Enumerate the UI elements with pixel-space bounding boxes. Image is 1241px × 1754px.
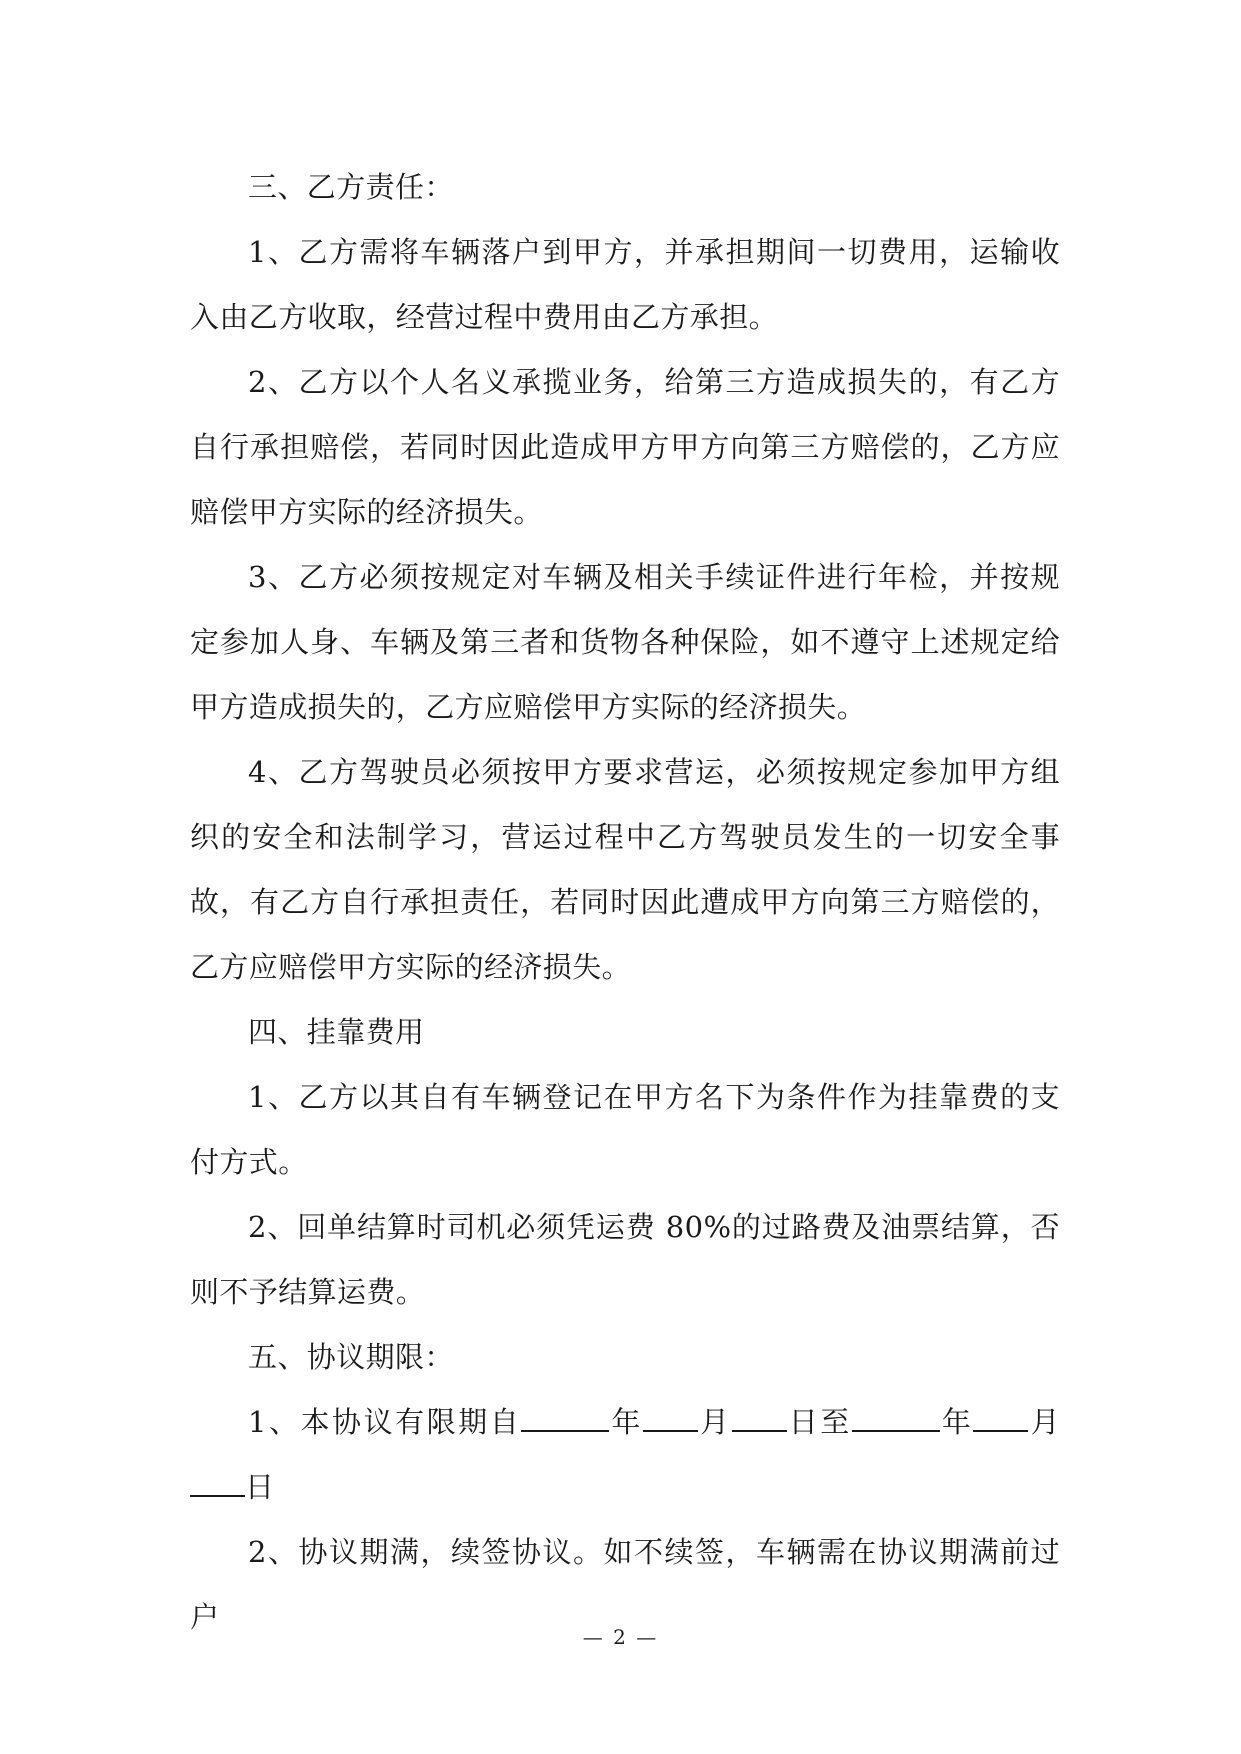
- document-body: [190, 155, 1060, 1650]
- term-clause-prefix: 1、本协议有限期自: [248, 1405, 522, 1439]
- start-day-blank: [732, 1400, 787, 1432]
- clause-paragraph: 1、乙方以其自有车辆登记在甲方名下为条件作为挂靠费的支付方式。: [190, 1080, 1060, 1179]
- section-heading-affiliation-fee: 四、挂靠费用: [248, 1015, 425, 1049]
- clause-paragraph: 3、乙方必须按规定对车辆及相关手续证件进行年检，并按规定参加人身、车辆及第三者和货物各种保险，如不遵守上述规定给甲方造成损失的，乙方应赔偿甲方实际的经济损失。: [190, 560, 1060, 724]
- start-year-blank: [521, 1400, 609, 1432]
- clause-paragraph: 2、协议期满，续签协议。如不续签，车辆需在协议期满前过户: [190, 1535, 1060, 1634]
- end-year-blank: [852, 1400, 940, 1432]
- start-month-label: 月: [697, 1405, 732, 1439]
- clause-paragraph: 4、乙方驾驶员必须按甲方要求营运，必须按规定参加甲方组织的安全和法制学习，营运过程中乙方驾驶员发生的一切安全事故，有乙方自行承担责任，若同时因此遭成甲方向第三方赔偿的，乙方应赔偿甲方实际的经济损失。: [190, 755, 1060, 984]
- end-month-label: 月: [1028, 1405, 1061, 1439]
- start-day-to-label: 日至: [786, 1405, 852, 1439]
- clause-paragraph: 2、乙方以个人名义承揽业务，给第三方造成损失的，有乙方自行承担赔偿，若同时因此造成甲方甲方向第三方赔偿的，乙方应赔偿甲方实际的经济损失。: [190, 365, 1060, 529]
- end-year-label: 年: [939, 1405, 974, 1439]
- term-clause: [190, 1390, 1060, 1520]
- clause-paragraph: 1、乙方需将车辆落户到甲方，并承担期间一切费用，运输收入由乙方收取，经营过程中费用由乙方承担。: [190, 235, 1060, 334]
- end-day-label: 日: [245, 1470, 275, 1504]
- clause-paragraph: 2、回单结算时司机必须凭运费 80%的过路费及油票结算，否则不予结算运费。: [190, 1210, 1060, 1309]
- start-year-label: 年: [609, 1405, 643, 1439]
- end-month-blank: [973, 1400, 1028, 1432]
- section-heading-agreement-term: 五、协议期限：: [248, 1340, 454, 1374]
- section-heading-party-b-duties: 三、乙方责任：: [248, 170, 454, 204]
- start-month-blank: [643, 1400, 698, 1432]
- page-number: — 2 —: [582, 1625, 659, 1649]
- end-day-blank: [190, 1465, 245, 1497]
